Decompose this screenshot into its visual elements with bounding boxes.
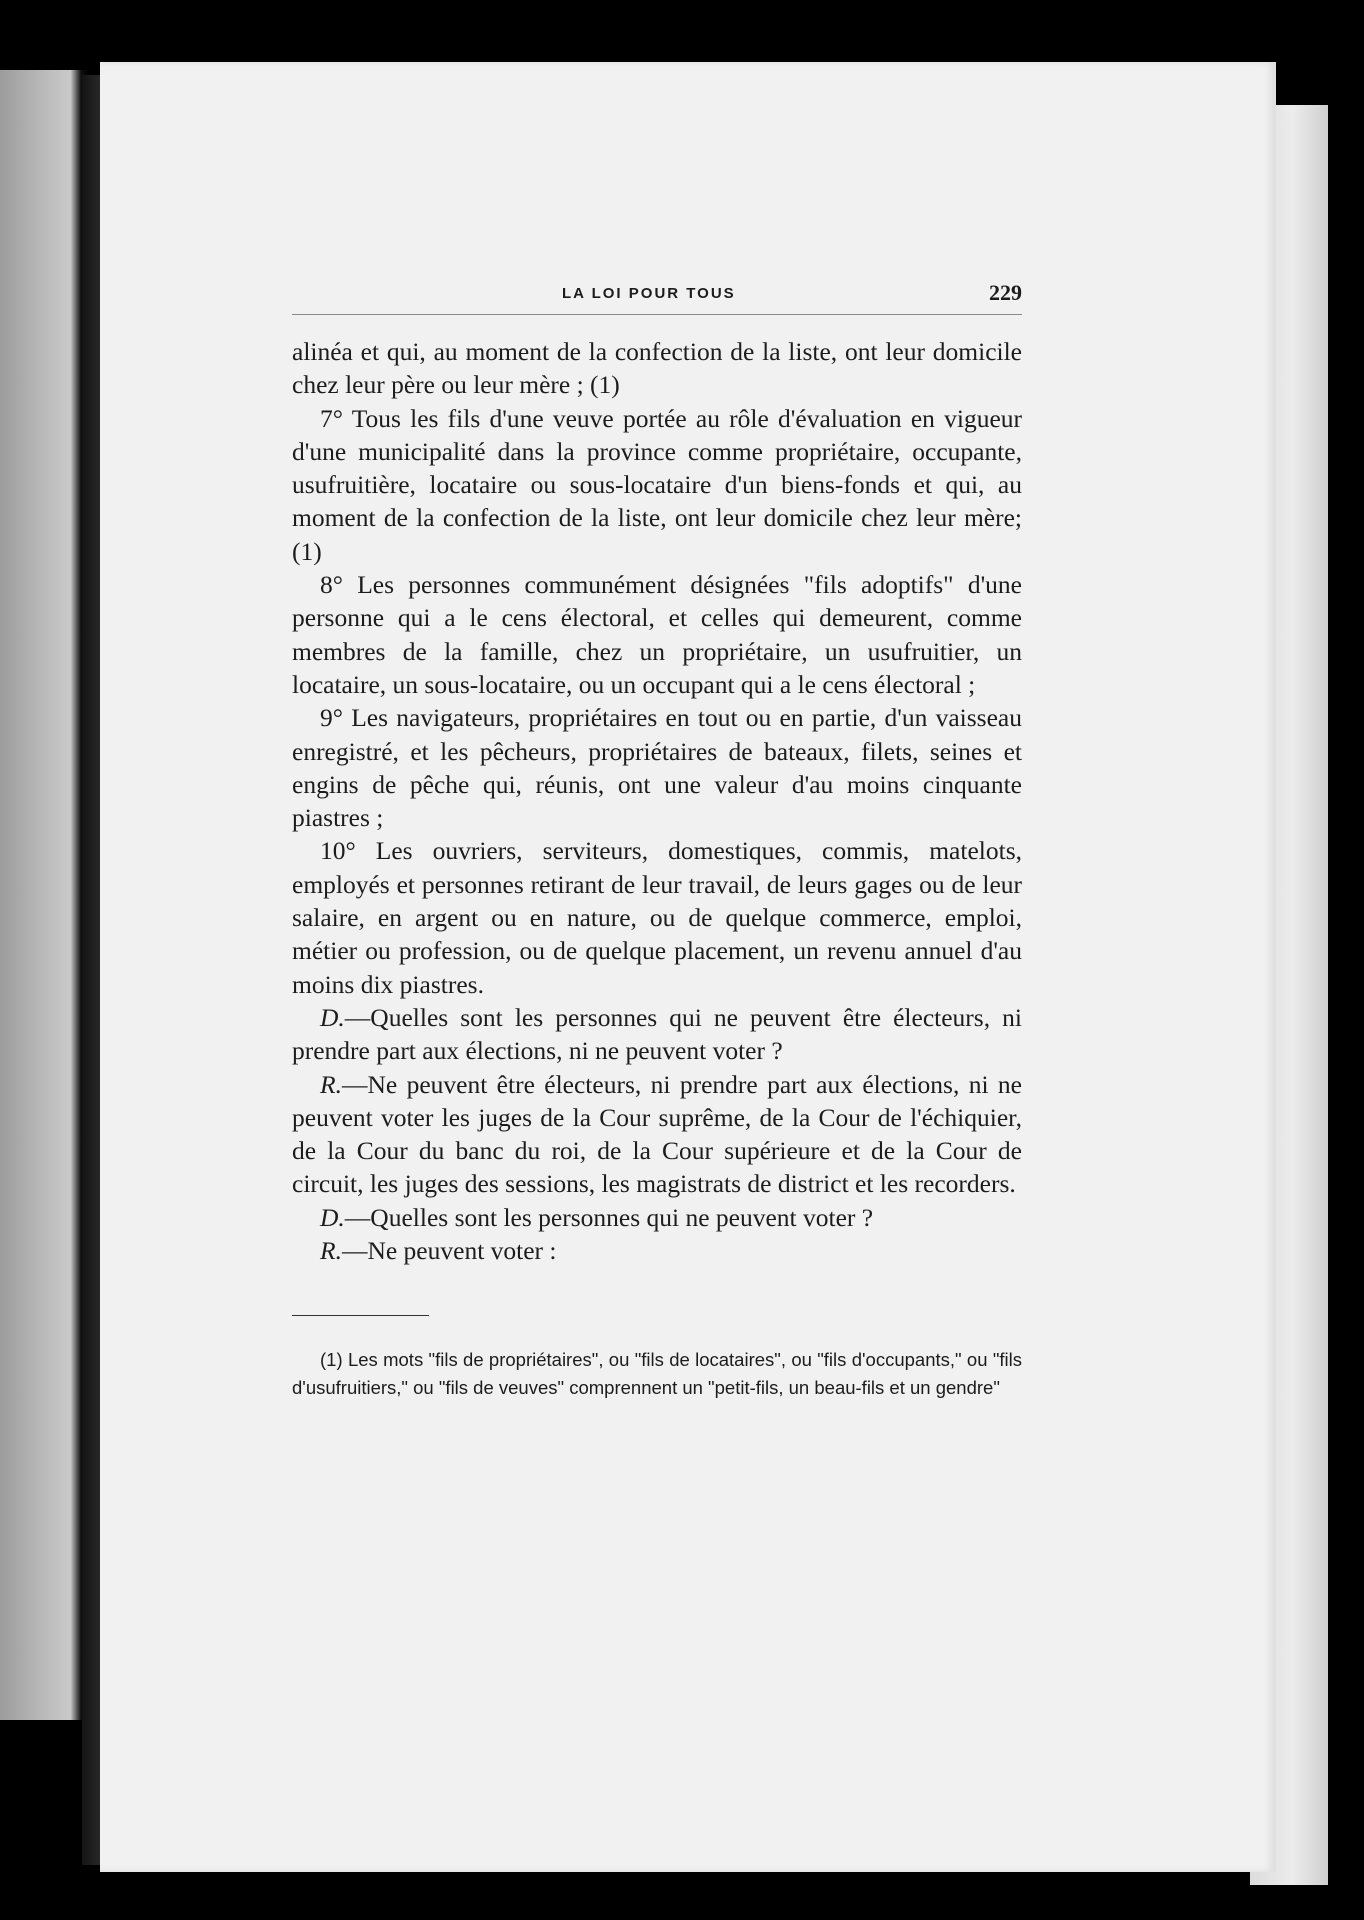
footnote-divider	[292, 1315, 429, 1316]
question-label: D.	[320, 1002, 345, 1032]
paragraph-item-8: 8° Les personnes communément désignées "fils adoptifs" d'une personne qui a le cens électoral, et celles qui demeurent, comme membres de la famille, chez un propriétaire, un usufruitier, un locataire, un sous-locataire, ou un occupant qui a le cens électoral ;	[292, 570, 1022, 699]
answer-paragraph: R.—Ne peuvent être électeurs, ni prendre part aux élections, ni ne peuvent voter les juges de la Cour suprême, de la Cour de l'échiquier, de la Cour du banc du roi, de la Cour supérieure et de la Cour de circuit, les juges des sessions, les magistrats de district et les recorders.	[292, 1069, 1022, 1199]
page-binding-shadow	[82, 75, 102, 1865]
page-content	[292, 280, 1022, 1402]
question-label: D.	[320, 1202, 345, 1232]
paragraph-item-7: 7° Tous les fils d'une veuve portée au rôle d'évaluation en vigueur d'une municipalité dans la province comme propriétaire, occupante, usufruitière, locataire ou sous-locataire d'un biens-fonds et qui, au moment de la confection de la liste, ont leur domicile chez leur mère; (1)	[292, 403, 1022, 566]
footnote-mark: (1)	[320, 1349, 343, 1371]
question-paragraph: D.—Quelles sont les personnes qui ne peuvent voter ?	[320, 1202, 874, 1232]
footnote-text: Les mots "fils de propriétaires", ou "fils de locataires", ou "fils d'occupants," ou "fils d'usufruitiers," ou "fils de veuves" comprennent un "petit-fils, un beau-fils et un gendre"	[292, 1349, 1022, 1399]
footnote	[292, 1346, 1022, 1402]
running-title: LA LOI POUR TOUS	[562, 285, 736, 302]
body-text	[292, 335, 1022, 1267]
running-header	[292, 280, 1022, 315]
question-paragraph: D.—Quelles sont les personnes qui ne peuvent être électeurs, ni prendre part aux élections, ni ne peuvent voter ?	[292, 1002, 1022, 1066]
paragraph-item-10: 10° Les ouvriers, serviteurs, domestiques, commis, matelots, employés et personnes retirant de leur travail, de leurs gages ou de leur salaire, en argent ou en nature, ou de quelque commerce, emploi, métier ou profession, ou de quelque placement, un revenu annuel d'au moins dix piastres.	[292, 836, 1022, 999]
paragraph-item-9: 9° Les navigateurs, propriétaires en tout ou en partie, d'un vaisseau enregistré, et les pêcheurs, propriétaires de bateaux, filets, seines et engins de pêche qui, réunis, ont une valeur d'au moins cinquante piastres ;	[292, 703, 1022, 833]
answer-label: R.	[320, 1236, 342, 1266]
answer-label: R.	[320, 1069, 342, 1099]
answer-paragraph: R.—Ne peuvent voter :	[320, 1236, 557, 1266]
previous-page-edge	[0, 70, 88, 1720]
page-number: 229	[989, 280, 1022, 305]
paragraph-continuation: alinéa et qui, au moment de la confection de la liste, ont leur domicile chez leur père ou leur mère ; (1)	[292, 337, 1022, 400]
